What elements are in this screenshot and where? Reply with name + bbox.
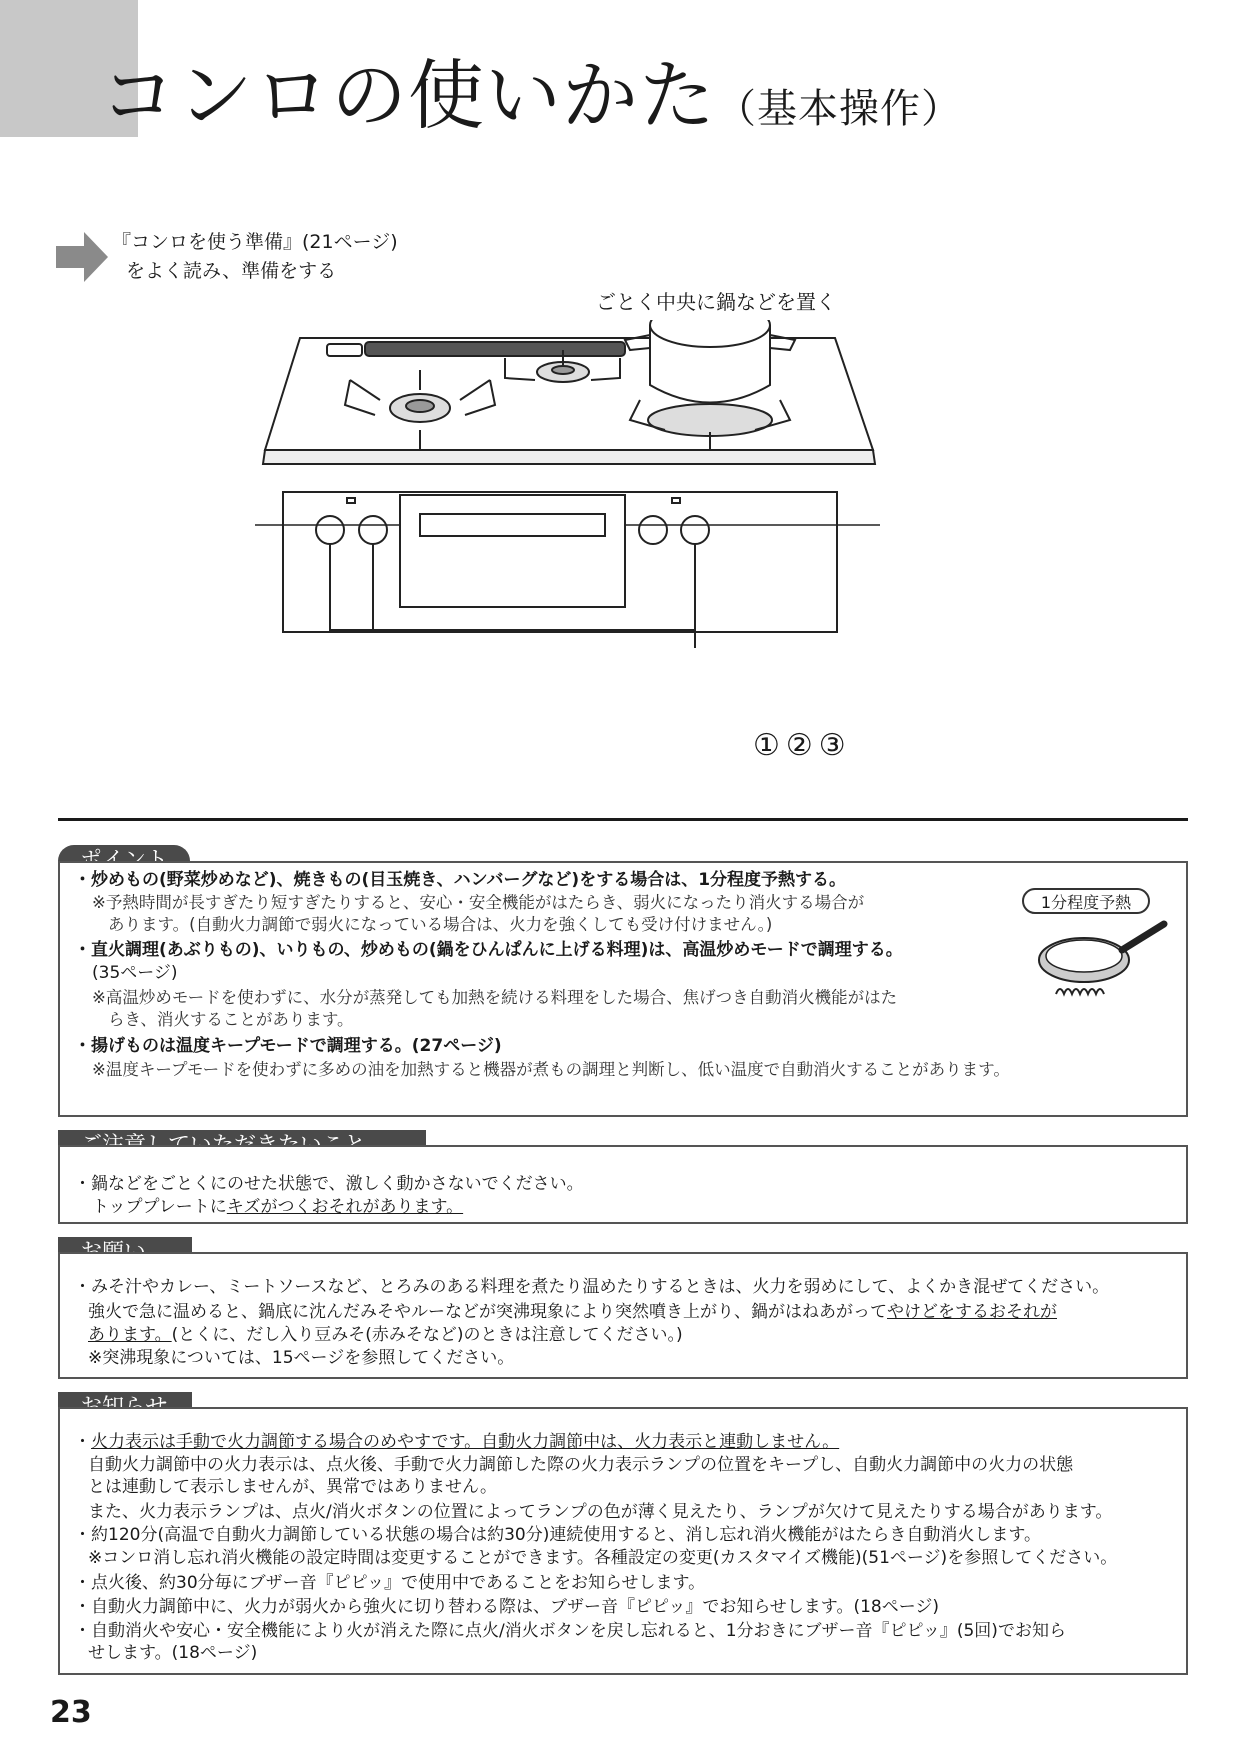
caution-line-1: ・鍋などをごとくにのせた状態で、激しく動かさないでください。 — [74, 1174, 584, 1194]
notice-line-9: ・自動消火や安心・安全機能により火が消えた際に点火/消火ボタンを戻し忘れると、1分おきにブザー音『ピピッ』(5回)でお知ら — [74, 1621, 1066, 1641]
request-line-3-text: (とくに、だし入り豆みそ(赤みそなど)のときは注意してください。) — [171, 1325, 683, 1345]
arrow-right-icon — [56, 232, 108, 282]
request-line-3-underline: あります。 — [88, 1325, 172, 1345]
notice-line-6: ※コンロ消し忘れ消火機能の設定時間は変更することができます。各種設定の変更(カスタマイズ機能)(51ページ)を参照してください。 — [88, 1548, 1118, 1568]
pot-placement-label: ごとく中央に鍋などを置く — [596, 290, 836, 314]
notice-line-1: ・火力表示は手動で火力調節する場合のめやすです。自動火力調節中は、火力表示と連動しません。 — [74, 1432, 840, 1452]
notice-line-4: また、火力表示ランプは、点火/消火ボタンの位置によってランプの色が薄く見えたり、ランプが欠けて見えたりする場合があります。 — [88, 1502, 1113, 1522]
point-line-9: ※温度キープモードを使わずに多めの油を加熱すると機器が煮もの調理と判断し、低い温度で自動消火することがあります。 — [92, 1060, 1010, 1079]
point-line-7: らき、消火することがあります。 — [108, 1010, 354, 1029]
request-line-1: ・みそ汁やカレー、ミートソースなど、とろみのある料理を煮たり温めたりするときは、火力を弱めにして、よくかき混ぜてください。 — [74, 1277, 1110, 1297]
preheat-badge: 1分程度予熱 — [1022, 888, 1150, 914]
caution-line-2-text: トッププレートに — [92, 1197, 227, 1217]
prep-line-1: 『コンロを使う準備』(21ページ) — [112, 231, 398, 253]
notice-line-3: とは連動して表示しませんが、異常ではありません。 — [88, 1477, 498, 1497]
point-line-2: ※予熱時間が長すぎたり短すぎたりすると、安心・安全機能がはたらき、弱火になったり消火する場合が — [92, 893, 865, 912]
page-subtitle: （基本操作） — [716, 86, 962, 132]
page-number: 23 — [50, 1695, 92, 1730]
point-line-6: ※高温炒めモードを使わずに、水分が蒸発しても加熱を続ける料理をした場合、焦げつき自動消火機能がはた — [92, 988, 898, 1007]
notice-line-10: せします。(18ページ) — [88, 1643, 258, 1663]
prep-line-2: をよく読み、準備をする — [126, 260, 337, 282]
point-line-3: あります。(自動火力調節で弱火になっている場合は、火力を強くしても受け付けません。) — [108, 915, 773, 934]
section-divider — [58, 818, 1188, 821]
caution-line-2-underline: キズがつくおそれがあります。 — [226, 1197, 464, 1217]
request-line-2-underline: やけどをするおそれが — [887, 1302, 1057, 1322]
notice-line-2: 自動火力調節中の火力表示は、点火後、手動で火力調節した際の火力表示ランプの位置をキープし、自動火力調節中の火力の状態 — [88, 1455, 1074, 1475]
point-line-8: ・揚げものは温度キープモードで調理する。(27ページ) — [74, 1036, 502, 1056]
notice-box — [58, 1407, 1188, 1675]
request-line-3 — [88, 1324, 683, 1346]
point-line-4: ・直火調理(あぶりもの)、いりもの、炒めもの(鍋をひんぱんに上げる料理)は、高温炒めモードで調理する。 — [74, 940, 903, 960]
stove-illustration — [255, 320, 895, 720]
frying-pan-icon — [1034, 912, 1174, 1012]
request-line-2 — [88, 1301, 1057, 1323]
prep-instruction — [112, 228, 398, 286]
caution-line-2 — [92, 1196, 463, 1218]
point-line-1: ・炒めもの(野菜炒めなど)、焼きもの(目玉焼き、ハンバーグなど)をする場合は、1分程度予熱する。 — [74, 870, 847, 890]
point-line-5: (35ページ) — [92, 963, 178, 983]
notice-line-8: ・自動火力調節中に、火力が弱火から強火に切り替わる際は、ブザー音『ピピッ』でお知らせします。(18ページ) — [74, 1597, 940, 1617]
notice-line-7: ・点火後、約30分毎にブザー音『ピピッ』で使用中であることをお知らせします。 — [74, 1573, 706, 1593]
notice-line-1-underline: 火力表示は手動で火力調節する場合のめやすです。自動火力調節中は、火力表示と連動しません。 — [91, 1432, 840, 1452]
request-line-4: ※突沸現象については、15ページを参照してください。 — [88, 1348, 515, 1368]
caution-box — [58, 1145, 1188, 1224]
request-line-2-text: 強火で急に温めると、鍋底に沈んだみそやルーなどが突沸現象により突然噴き上がり、鍋がはねあがって — [88, 1302, 887, 1322]
callout-numbers: ①②③ — [753, 728, 852, 763]
notice-line-5: ・約120分(高温で自動火力調節している状態の場合は約30分)連続使用すると、消し忘れ消火機能がはたらき自動消火します。 — [74, 1525, 1041, 1545]
point-box — [58, 861, 1188, 1117]
page-title: コンロの使いかた（基本操作） — [100, 51, 962, 140]
request-box — [58, 1252, 1188, 1379]
